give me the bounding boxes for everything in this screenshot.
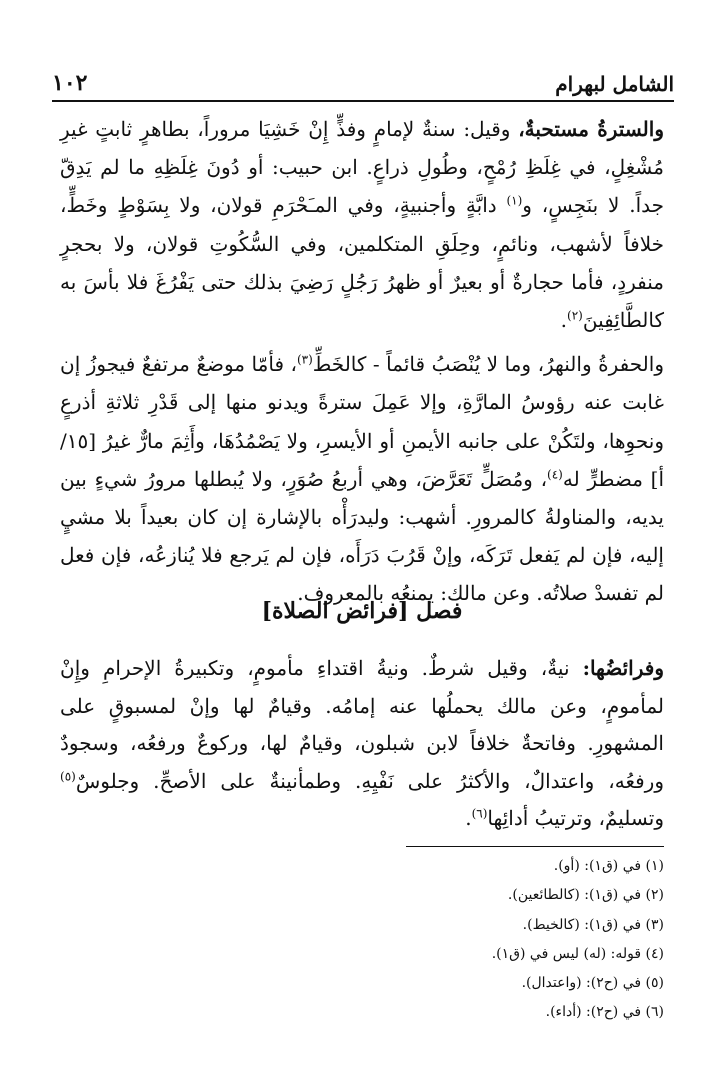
footnote-1: (١) في (ق١): (أو). bbox=[553, 858, 664, 874]
footnote-3: (٣) في (ق١): (كالخيط). bbox=[522, 916, 664, 933]
paragraph-text: ، ومُصَلٍّ تَعَرَّضَ، وهي أربعُ صُوَرٍ، ولا يُبطلها مرورُ شيءٍ بين يديه، والمناولةُ كالمرورِ. أشهب: وليدرَأْه بالإشارة إن كان بعيداً بلا مشيٍ إليه، فإن لم يَفعل تَرَكَه، وإنْ قَرُبَ دَرَأَه، فإن لم يَرجع فلا يُنازعُه، فإن فعل لم تفسدْ صلاتُه. وعن مالك: يمنعُه بالمعروف. bbox=[60, 466, 664, 606]
paragraph-text: نيةٌ، وقيل شرطٌ. ونيةُ اقتداءِ مأمومٍ، وتكبيرةُ الإحرامِ وإِنْ لمأمومٍ، وعن مالك يحملُها عنه إمامُه. وقيامٌ لها وإنْ لمسبوقٍ على المشهورِ. وفاتحةٌ خلافاً لابن شبلون، وقيامٌ لها، وركوعٌ ورفعُه، وسجودٌ ورفعُه، واعتدالٌ، والأكثرُ على نَفْيِهِ. وطمأنينةٌ على الأصحِّ. وجلوسٌ bbox=[60, 656, 664, 793]
paragraph-text: دابَّةٍ وأجنبيةٍ، وفي المـَحْرَمِ قولان، ولا بِسَوْطٍ وخَطٍّ، خلافاً لأشهب، ونائمٍ، وحِلَقِ المتكلمين، وفي السُّكُوتِ قولان، ولا بحجرٍ منفردٍ، فأما حجارةٌ أو بعيرٌ أو ظهرُ رَجُلٍ رَضِيَ بذلك حتى يَفْرُغَ فلا بأسَ به كالطَّائِفِينَ bbox=[60, 193, 664, 333]
footnote-4: (٤) قوله: (له) ليس في (ق١). bbox=[491, 945, 664, 962]
section-heading: فصل [فرائض الصلاة] bbox=[261, 598, 463, 624]
footnote-6: (٦) في (ح٢): (أداء). bbox=[545, 1004, 664, 1021]
main-text-block-2 bbox=[60, 650, 664, 838]
page-number: ١٠٢ bbox=[52, 70, 88, 96]
paragraph-hufra bbox=[60, 345, 664, 612]
footnotes bbox=[300, 852, 664, 1028]
main-text-block-1 bbox=[60, 110, 664, 613]
page-header bbox=[52, 56, 674, 102]
footnote-reference: (٦) bbox=[471, 806, 488, 821]
paragraph-lead: وفرائضُها: bbox=[582, 656, 664, 680]
paragraph-text: . bbox=[465, 806, 472, 830]
footnote-divider bbox=[406, 846, 664, 847]
paragraph-text: وتسليمٌ، وترتيبُ أدائِها bbox=[487, 806, 664, 830]
footnote-reference: (٥) bbox=[60, 768, 76, 783]
footnote-reference: (٢) bbox=[567, 308, 583, 323]
running-title: الشامل لبهرام bbox=[555, 72, 674, 96]
paragraph-text: والحفرةُ والنهرُ، وما لا يُنْصَبُ قائماً - كالخَطِّ bbox=[312, 352, 664, 377]
footnote-2: (٢) في (ق١): (كالطائعين). bbox=[507, 887, 664, 904]
paragraph-lead: والسترةُ مستحبةٌ، bbox=[518, 117, 664, 141]
footnote-5: (٥) في (ح٢): (واعتدال). bbox=[521, 975, 664, 992]
paragraph-faraid bbox=[60, 650, 664, 838]
paragraph-text: . bbox=[560, 308, 568, 333]
footnote-reference: (١) bbox=[506, 193, 523, 208]
paragraph-text: وقيل: سنةٌ لإمامٍ وفذٍّ إِنْ خَشِيَا مروراً، بطاهرٍ ثابتٍ غيرِ مُشْغِلٍ، في غِلَظِ رُمْحٍ، وطُولِ ذراعٍ. ابن حبيب: أو دُونَ غِلَظِهِ ما لم يَدِقّ جداً. لا بنَجِسٍ، و bbox=[60, 117, 664, 218]
footnote-reference: (٣) bbox=[296, 352, 313, 367]
paragraph-sutra bbox=[60, 110, 664, 339]
paragraph-text: ، فأمّا موضعٌ مرتفعٌ فيجوزُ إن غابت عنه رؤوسُ المارَّةِ، وإلا عَمِلَ سترةً ويدنو منها إلى قَدْرِ ثلاثةِ أذرعٍ ونحوِها، ولتَكُنْ على جانبه الأيمنِ أو الأيسرِ، ولا يَصْمُدُهَا، وأَثِمَ مارٌّ غيرُ [١٥/أ] مضطرٍّ له bbox=[60, 352, 665, 491]
footnote-reference: (٤) bbox=[547, 467, 563, 482]
